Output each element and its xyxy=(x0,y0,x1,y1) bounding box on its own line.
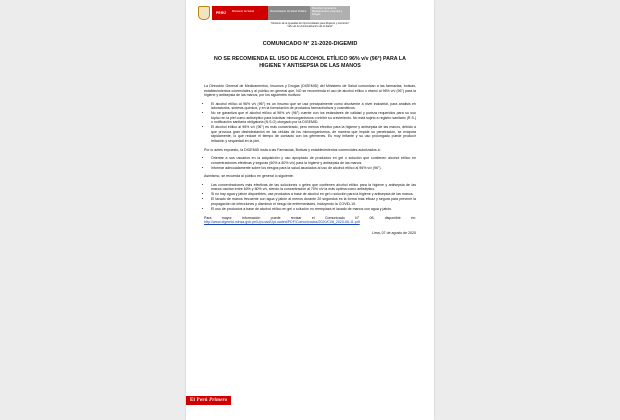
list-item: • El alcohol etílico al 96% v/v (96°) es más concentrado, pero menos efectivo para la higiene y antisepsia de las manos, debido a que provoca gran deshidratación en las células de los microorganismos, de manera que impide su penetración, se evapora rápidamente, lo que reduce el tiempo de contacto con los gérmenes. Es muy irritante y su uso prolongado puede producir irritación y sequedad en la piel. xyxy=(211,125,416,143)
remind-paragraph: Asimismo, se recuerda al público en general lo siguiente: xyxy=(204,174,294,179)
list-item: • El alcohol etílico al 96% v/v (96°) es un insumo que se usa principalmente como disolvente a nivel industrial, para análisis en laboratorios, síntesis química, y en la formulación de productos farmacéuticos y cosméticos. xyxy=(211,102,416,111)
coat-of-arms-icon xyxy=(198,6,210,20)
list-item: • El lavado de manos frecuente con agua y jabón al menos durante 20 segundos es la forma más eficaz y segura para prevenir la propagación de infecciones y disminuir el riesgo de enfermedades, incluyendo la COVID-19. xyxy=(211,197,416,206)
comunicado-number: COMUNICADO N° 21-2020-DIGEMID xyxy=(262,41,358,47)
reasons-list xyxy=(204,102,416,144)
more-info-text: Para mayor información puede revisar el Comunicado N° 08, disponible en: xyxy=(204,215,416,220)
year-line: "Año de la Universalización de la Salud" xyxy=(286,25,334,29)
decenio-line: "Decenio de la Igualdad de Oportunidades para Mujeres y Hombres" xyxy=(270,22,350,25)
list-item: • Orientar a sus usuarios en la adquisición y uso apropiado de productos en gel o solución que contienen alcohol etílico en concentraciones efectivas y seguras (60% a 80% v/v) para la higiene y antisepsia de las manos. xyxy=(211,156,416,165)
list-item: • Informar adecuadamente sobre los riesgos para la salud asociados al uso de alcohol etílico al 96% v/v (96°). xyxy=(211,166,416,171)
list-item: • El uso de productos a base de alcohol etílico en gel o solución no reemplaza el lavado de manos con agua y jabón. xyxy=(211,207,416,212)
list-item: • Si no hay agua y jabón disponibles, use productos a base de alcohol en gel o solución para la higiene y antisepsia de las manos. xyxy=(211,192,416,197)
more-info-paragraph xyxy=(204,216,416,225)
document-body xyxy=(204,84,416,235)
government-header xyxy=(198,5,350,20)
vice-ministry-label: Viceministerio de Salud Pública xyxy=(268,6,310,20)
reminders-list xyxy=(204,183,416,212)
invite-paragraph: Por lo antes expuesto, la DIGEMID insta a las Farmacias, Boticas y establecimientos comerciales autorizados a: xyxy=(204,147,381,152)
directorate-label: Dirección General de Medicamentos, Insumos y Drogas xyxy=(310,6,350,20)
actions-list xyxy=(204,156,416,170)
comunicado-08-link[interactable]: http://www.digemid.minsa.gob.pe/UpLoad/UpLoaded/PDF/Comunicados/2020/C08_2020-06-11.pdf xyxy=(204,220,360,225)
list-item: • Las concentraciones más efectivas de las soluciones o geles que contienen alcohol etílico para la higiene y antisepsia de las manos oscilan entre 60% y 80% v/v, siendo la concentración al 70% v/v la más óptima como antiséptico. xyxy=(211,183,416,192)
watermark-part1: El Perú xyxy=(190,398,208,403)
document-date: Lima, 07 de agosto de 2020 xyxy=(372,230,416,235)
watermark-part2: Primero xyxy=(209,398,228,403)
intro-paragraph: La Dirección General de Medicamentos, Insumos y Drogas (DIGEMID) del Ministerio de Salud comunican a las farmacias, boticas, establecimientos comerciales y al público en general que, NO se recomienda el uso de alcohol etílico o etanol al 96% v/v (96°) para la higiene y antisepsia de las manos, por los siguientes motivos: xyxy=(204,84,416,98)
document-page xyxy=(186,0,434,420)
peru-badge: PERÚ xyxy=(212,6,230,20)
decenio-caption xyxy=(186,22,434,28)
el-peru-primero-watermark xyxy=(186,396,231,405)
list-item: • No se garantiza que el alcohol etílico al 96% v/v (96°) cuente con los estándares de calidad y pureza requeridos para su uso tópico en la piel como antiséptico para inactivar microorganismos o inhibir su crecimiento. No está sujeto a registro sanitario (R.S.) o notificación sanitaria obligatoria (N.S.O) otorgado por la DIGEMID. xyxy=(211,111,416,125)
document-title: NO SE RECOMIENDA EL USO DE ALCOHOL ETÍLICO 96% v/v (96°) PARA LA HIGIENE Y ANTISEPSIA DE LAS MANOS xyxy=(214,56,406,69)
ministry-label: Ministerio de Salud xyxy=(230,6,268,20)
